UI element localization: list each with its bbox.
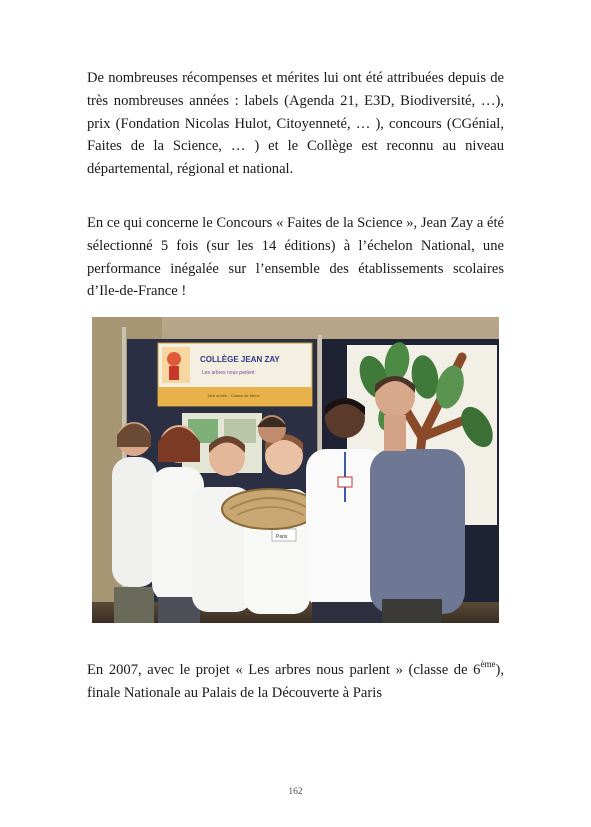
student-1: [112, 457, 157, 587]
teacher: [370, 449, 465, 614]
poster-subtitle: Les arbres nous parlent: [202, 370, 255, 376]
poster-line: 1ère année · Classe de 6ème: [207, 393, 260, 398]
p3-text-b: ), finale Nationale au Palais de la Découverte à Paris: [87, 662, 504, 701]
p3-superscript: ème: [480, 659, 496, 670]
paragraph-awards: De nombreuses récompenses et mérites lui ont été attribuées depuis de très nombreuses années : labels (Agenda 21, E3D, Biodiversité, …), prix (Fondation Nicolas Hulot, Citoyenneté, … ), concours (CGénial, Faites de la Science, … ) et le Collège est reconnu au niveau départemental, régional et national.: [87, 70, 504, 178]
paragraph-faites-de-la-science: En ce qui concerne le Concours « Faites de la Science », Jean Zay a été sélectionné 5 fois (sur les 14 éditions) à l’échelon National, une performance inégalée sur l’ensemble des établissements scolaires d’Ile-de-France !: [87, 215, 504, 300]
tree-fungus-specimen: [222, 489, 318, 529]
badge-text: Paris: [276, 534, 288, 540]
p3-text-a: En 2007, avec le projet « Les arbres nous parlent » (classe de 6: [87, 662, 481, 678]
group-photo: [92, 317, 499, 623]
poster-title: COLLÈGE JEAN ZAY: [200, 355, 280, 364]
paragraph-2007-final: [87, 659, 504, 705]
page-number: 162: [288, 787, 303, 797]
